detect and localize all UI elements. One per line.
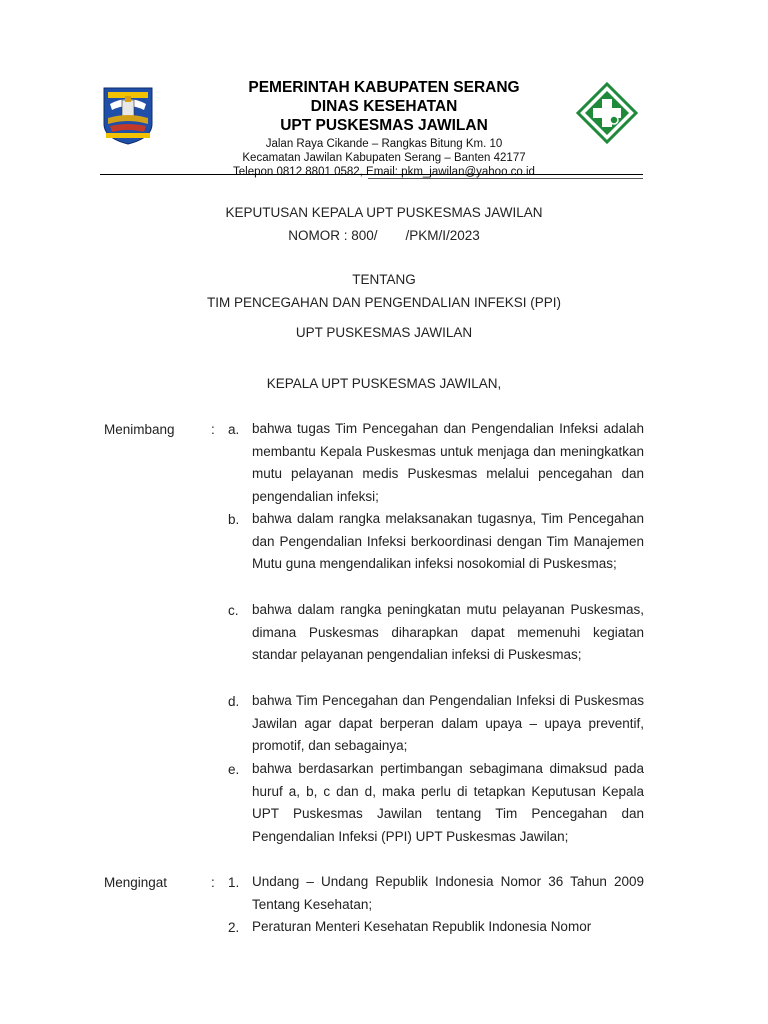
letterhead-government: PEMERINTAH KABUPATEN SERANG <box>248 79 520 96</box>
letterhead-rule-secondary <box>368 178 643 179</box>
item-text: Peraturan Menteri Kesehatan Republik Indonesia Nomor <box>252 919 592 934</box>
letterhead <box>160 78 608 179</box>
item-text: Undang – Undang Republik Indonesia Nomor 36 Tahun 2009 Tentang Kesehatan; <box>252 874 644 912</box>
decree-number-suffix: /PKM/I/2023 <box>405 228 480 243</box>
decree-unit: UPT PUSKESMAS JAWILAN <box>295 325 473 340</box>
letterhead-contact: Telepon 0812 8801 0582, Email: pkm_jawilan@yahoo.co.id <box>233 166 535 178</box>
item-marker: a. <box>228 422 240 437</box>
serang-regency-emblem-icon <box>100 86 156 146</box>
item-text: bahwa berdasarkan pertimbangan sebagimana dimaksud pada huruf a, b, c dan d, maka perlu di tetapkan Keputusan Kepala UPT Puskesmas Jawilan tentang Tim Pencegahan dan Pengendalian Infeksi (PPI) UPT Puskesmas Jawilan; <box>252 761 644 844</box>
item-marker: e. <box>228 762 240 777</box>
item-text: bahwa dalam rangka melaksanakan tugasnya, Tim Pencegahan dan Pengendalian Infeksi berkoordinasi dengan Tim Manajemen Mutu guna mengendalikan infeksi nosokomial di Puskesmas; <box>252 511 644 572</box>
mengingat-colon: : <box>211 875 215 890</box>
decree-number-prefix: NOMOR : 800/ <box>288 228 378 243</box>
kepala-heading: KEPALA UPT PUSKESMAS JAWILAN, <box>266 376 502 391</box>
letterhead-rule <box>100 174 643 175</box>
decree-title: KEPUTUSAN KEPALA UPT PUSKESMAS JAWILAN <box>225 205 543 220</box>
item-marker: b. <box>228 512 240 527</box>
menimbang-label: Menimbang <box>104 422 175 437</box>
item-text: bahwa Tim Pencegahan dan Pengendalian Infeksi di Puskesmas Jawilan agar dapat berperan dalam upaya – upaya preventif, promotif, dan sebagainya; <box>252 693 644 754</box>
item-marker: 1. <box>228 875 240 890</box>
letterhead-department: DINAS KESEHATAN <box>310 98 458 115</box>
item-marker: c. <box>228 603 239 618</box>
decree-number <box>100 228 668 243</box>
menimbang-colon: : <box>211 422 215 437</box>
item-marker: d. <box>228 694 240 709</box>
decree-subject: TIM PENCEGAHAN DAN PENGENDALIAN INFEKSI (PPI) <box>206 295 562 310</box>
letterhead-address-1: Jalan Raya Cikande – Rangkas Bitung Km. 10 <box>265 138 503 150</box>
item-marker: 2. <box>228 920 240 935</box>
letterhead-address-2: Kecamatan Jawilan Kabupaten Serang – Banten 42177 <box>242 152 526 164</box>
puskesmas-green-cross-icon <box>576 82 638 144</box>
item-text: bahwa dalam rangka peningkatan mutu pelayanan Puskesmas, dimana Puskesmas diharapkan dapat memenuhi kegiatan standar pelayanan pengendalian infeksi di Puskesmas; <box>252 602 644 663</box>
item-text: bahwa tugas Tim Pencegahan dan Pengendalian Infeksi adalah membantu Kepala Puskesmas untuk menjaga dan meningkatkan mutu pelayanan medis Puskesmas melalui pencegahan dan pengendalian infeksi; <box>252 421 644 504</box>
mengingat-label: Mengingat <box>104 875 168 890</box>
letterhead-unit: UPT PUSKESMAS JAWILAN <box>280 117 488 134</box>
tentang-label: TENTANG <box>352 272 416 287</box>
